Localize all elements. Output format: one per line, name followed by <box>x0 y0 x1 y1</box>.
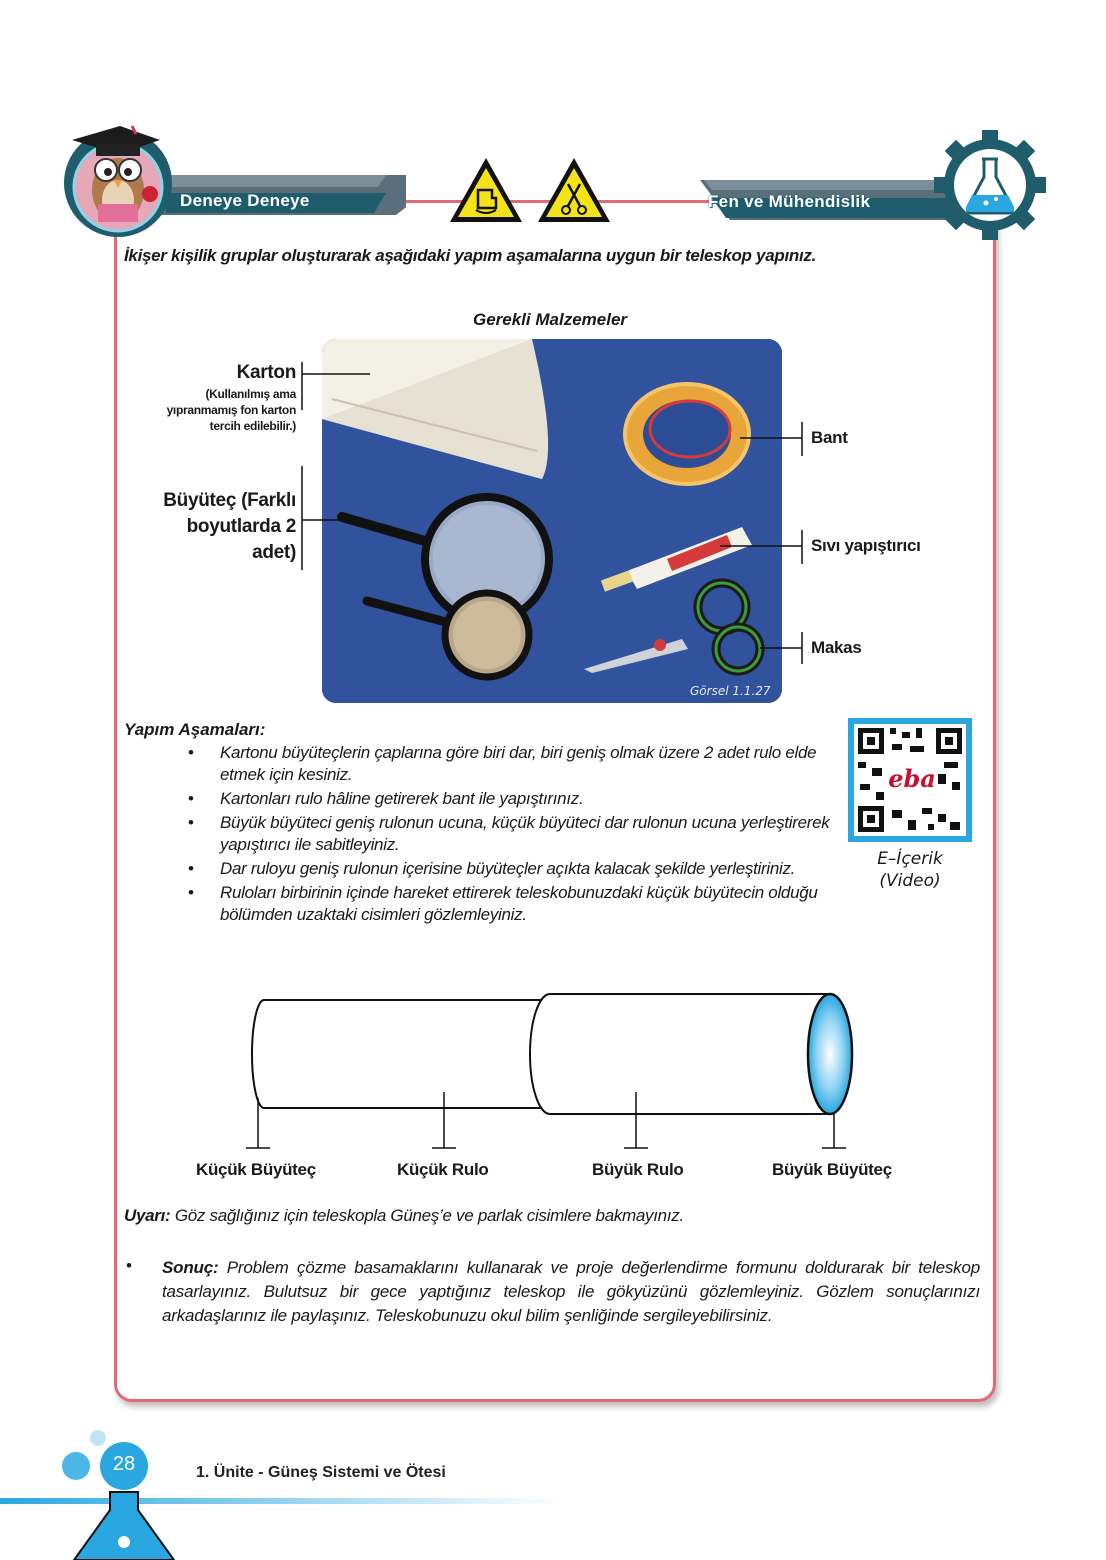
intro-text: İkişer kişilik gruplar oluşturarak aşağıdaki yapım aşamalarına uygun bir teleskop yapınız. <box>124 246 817 265</box>
result-body: Problem çözme basamaklarını kullanarak ve proje değerlendirme formunu doldurarak bir teleskop tasarlayınız. Bulutsuz bir gece yaptığınız teleskop ile gökyüzünü gözlemleyiniz. Gözlem sonuçlarınızı arkadaşlarınız ile paylaşınız. Teleskobunuzu okul bilim şenliğinde sergileyebilirsiniz. <box>162 1258 980 1325</box>
karton-note: (Kullanılmış ama yıpranmamış fon karton tercih edilebilir.) <box>166 387 296 433</box>
eba-logo: eba <box>888 764 936 793</box>
wear-gloves-warning-icon <box>446 154 526 226</box>
materials-title: Gerekli Malzemeler <box>472 310 628 329</box>
label-kucuk-buyutec: Küçük Büyüteç <box>196 1160 316 1179</box>
owl-scientist-icon <box>60 118 170 228</box>
list-item: • Kartonu büyüteçlerin çaplarına göre biri dar, biri geniş olmak üzere 2 adet rulo elde etmek için kesiniz. <box>188 742 848 786</box>
telescope-diagram <box>240 988 870 1156</box>
figure-caption: Görsel 1.1.27 <box>690 684 771 698</box>
label-kucuk-rulo: Küçük Rulo <box>397 1160 489 1179</box>
warning-body: Göz sağlığınız için teleskopla Güneş’e ve parlak cisimlere bakmayınız. <box>170 1206 684 1225</box>
list-item: • Kartonları rulo hâline getirerek bant ile yapıştırınız. <box>188 788 848 810</box>
qr-caption <box>848 848 972 892</box>
material-label-lines <box>290 360 850 680</box>
scissors-warning-icon <box>534 154 614 226</box>
steps-list <box>188 742 848 928</box>
warning-label: Uyarı: <box>124 1206 171 1225</box>
result-text <box>162 1256 980 1328</box>
buyutec-label: Büyüteç (Farklı boyutlarda 2 adet) <box>163 490 296 563</box>
qr-code-link[interactable] <box>848 718 972 842</box>
big-roll-shape <box>530 994 830 1114</box>
flask-icon <box>960 155 1020 217</box>
result-label: Sonuç: <box>162 1258 219 1277</box>
unit-title: 1. Ünite - Güneş Sistemi ve Ötesi <box>196 1464 446 1481</box>
list-item: • Dar ruloyu geniş rulonun içerisine büyüteçler açıkta kalacak şekilde yerleştiriniz. <box>188 858 848 880</box>
label-buyuk-buyutec: Büyük Büyüteç <box>772 1160 892 1179</box>
list-item: • Büyük büyüteci geniş rulonun ucuna, küçük büyüteci dar rulonun ucuna yerleştirerek yapıştırıcı ile sabitleyiniz. <box>188 812 848 856</box>
big-lens-shape <box>808 994 852 1114</box>
page-number: 28 <box>112 1453 136 1475</box>
label-buyuk-rulo: Büyük Rulo <box>592 1160 684 1179</box>
warning-text <box>124 1206 684 1226</box>
steps-title: Yapım Aşamaları: <box>124 720 266 739</box>
result-bullet: • <box>126 1256 132 1275</box>
footer-decoration <box>0 1420 560 1560</box>
makas-label: Makas <box>811 638 862 657</box>
qr-caption-line2: (Video) <box>879 871 941 891</box>
left-banner-title: Deneye Deneye <box>180 191 310 210</box>
bant-label: Bant <box>811 428 848 447</box>
yapistirici-label: Sıvı yapıştırıcı <box>811 536 921 555</box>
karton-label: Karton <box>236 362 296 383</box>
qr-caption-line1: E–İçerik <box>877 849 943 869</box>
right-banner-title: Fen ve Mühendislik <box>708 192 871 211</box>
small-roll-shape <box>252 1000 540 1108</box>
list-item: • Ruloları birbirinin içinde hareket ettirerek teleskobunuzdaki küçük büyütecin olduğu bölümden uzaktaki cisimleri gözlemleyiniz. <box>188 882 848 926</box>
